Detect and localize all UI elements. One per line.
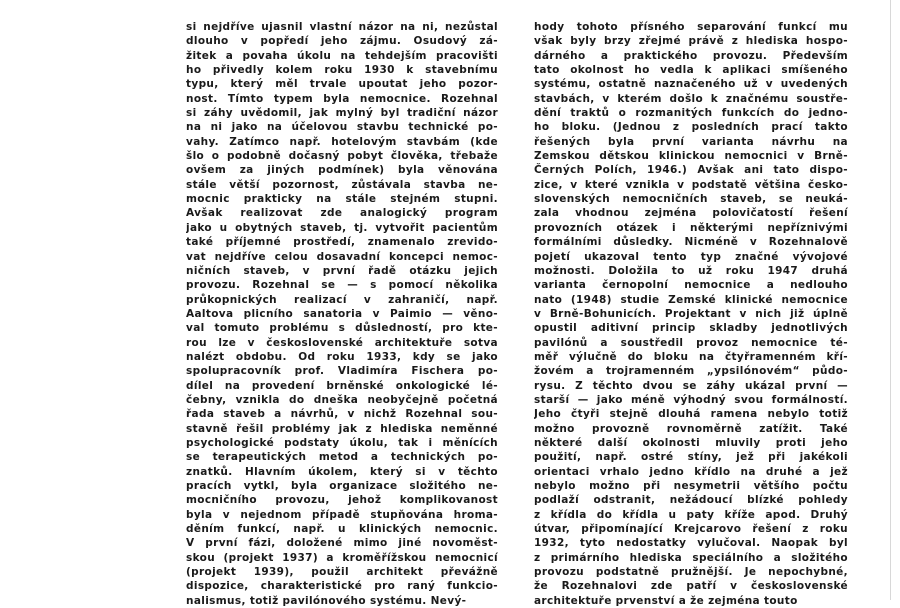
text-line: rou lze v československé architektuře sotva [186,336,498,349]
text-line: použití, např. ostré stíny, jež při jakékoli [534,451,848,464]
text-line: architektuře prvenství a že zejména touto [534,594,798,607]
text-line: systému, ostatně naznačeného už v uvedených [534,78,848,91]
text-line: 1932, tyto nedostatky vylučoval. Naopak byl [534,537,848,550]
text-line: zala vhodnou zejména polovičatostí řešení [534,207,848,220]
text-line: stavbách, v kterém došlo k značnému soustře- [534,92,848,105]
text-line: také příjemné prostředí, znamenalo zrevido- [186,236,498,249]
text-line: žitek a povaha úkolu na tehdejším pracovišti [186,49,498,62]
text-line: spolupracovník prof. Vladimíra Fischera po- [186,365,498,378]
text-line: ho bloku. (Jednou z posledních prací takto [534,121,848,134]
text-line: dárného a praktického provozu. Především [534,49,848,62]
text-line: vat nejdříve celou dosavadní koncepci nemoc- [186,250,498,263]
text-line: Zemskou dětskou klinickou nemocnici v Brně- [534,150,848,163]
text-line: dispozice, charakteristické pro raný funkcio- [186,580,498,593]
text-line: hody tohoto přísného separování funkcí mu [534,21,848,33]
text-line: typu, který měl trvale upoutat jeho pozor- [186,78,498,91]
text-line: byla v nejednom případě stupňována hromа- [186,508,498,521]
text-line: Avšak realizovat zde analogický program [186,207,498,220]
text-line: formálními důsledky. Nicméně v Rozehnalově [534,236,848,249]
text-line: dlouho v popředí jeho zájmu. Osudový zá- [186,35,498,48]
text-line: vahy. Zatímco např. hotelovým stavbám (kde [186,135,498,148]
text-line: řešených byla první varianta návrhu na [534,135,848,148]
text-line: se terapeutických metod a technických po- [186,451,498,464]
text-line: žovém a trojramenném „ypsilónovém“ půdo- [534,365,848,378]
text-line: děním funkcí, např. u klinických nemocnic. [186,523,498,536]
text-line: dílel na provedení brněnské onkologické lé- [186,379,498,392]
text-line: (projekt 1939), použil architekt převážně [186,566,498,579]
text-line: šlo o podobně dočasný pobyt člověka, třebaže [186,150,498,163]
text-line: z primárního hlediska speciálního a složitého [534,551,848,564]
text-line: dění traktů o rozmanitých funkcích do jedno- [534,107,848,120]
right-text-column [534,20,848,608]
text-line: provozu podstatně pružnější. Je nepochybné, [534,566,848,579]
text-line: provozních otázek i některými nepříznivými [534,221,848,234]
text-line: že Rozehnalovi zde patří v československé [534,580,848,593]
text-line: některé další okolnosti mluvily proti jeho [534,436,848,449]
page-edge-line [890,0,891,600]
text-line: zice, v které vznikla v podstatě většina česko- [534,178,848,191]
text-line: nebylo možno při nesymetrii většího počtu [534,480,848,492]
text-line: rysu. Z těchto dvou se záhy ukázal první — [534,379,848,392]
text-line: ovšem za jiných podmínek) byla věnována [186,164,498,177]
text-line: stavně řešil problémy jak z hlediska neměnné [186,422,498,435]
text-line: opustil aditivní princip skladby jednotlivých [534,322,848,335]
text-line: podlaží odstranit, nežádoucí blízké pohledy [534,494,848,507]
text-line: z křídla do křídla u paty kříže apod. Druhý [534,508,848,521]
text-line: na ni jako na účelovou stavbu technické po- [186,121,498,134]
left-text-column [186,20,498,608]
text-line: Jeho čtyři stejně dlouhá ramena nebylo totiž [534,408,848,421]
text-line: měř výlučně do bloku na čtyřramenném kří- [534,350,848,363]
text-line: skou (projekt 1937) a kroměřížskou nemocnicí [186,551,498,564]
text-line: pojetí ukazoval tento typ značné vývojové [534,250,848,263]
text-line: varianta černopolní nemocnice a nedlouho [534,279,848,292]
text-line: nost. Tímto typem byla nemocnice. Rozehnal [186,92,498,105]
text-line: v Brně-Bohunicích. Projektant v nich již úplně [534,307,848,320]
text-line: znatků. Hlavním úkolem, který si v těchto [186,465,498,478]
text-line: možno provozně rovnoměrně zatížit. Také [534,422,848,435]
text-line: útvar, připomínající Krejcarovo řešení z roku [534,523,848,536]
text-line: pracích vytkl, byla organizace složitého ne- [186,480,498,492]
text-line: řada staveb a návrhů, v nichž Rozehnal sou- [186,408,498,421]
text-line: ničních staveb, v první řadě otázku jejich [186,264,498,277]
text-line: starší — jako méně výhodný svou formálností. [534,393,848,406]
text-line: si nejdříve ujasnil vlastní názor na ni, nezůstal [186,21,498,33]
text-line: nato (1948) studie Zemské klinické nemocnice [534,293,848,306]
text-line: Aaltova plicního sanatoria v Paimio — věno- [186,307,498,320]
text-line: pavilónů a soustředil provoz nemocnice té- [534,336,848,349]
text-line: mocnic prakticky na stále stejném stupni. [186,193,498,206]
text-line: čebny, vznikla do dneška neobyčejně početná [186,393,498,406]
text-line: ho přivedly kolem roku 1930 k stavebnímu [186,64,498,77]
text-line: možnosti. Doložila to už roku 1947 druhá [534,264,848,277]
text-line: nalismus, totiž pavilónového systému. Nevý- [186,594,467,607]
text-line: stále větší pozornost, zůstávala stavba ne- [186,178,498,191]
text-line: val tomuto problému s důsledností, pro kte- [186,322,498,335]
text-line: však byly brzy zřejmé právě z hlediska hospo- [534,35,848,48]
text-line: provozu. Rozehnal se — s pomocí několika [186,279,498,292]
text-line: průkopnických realizací v zahraničí, např. [186,293,498,306]
text-line: mocničního provozu, jehož komplikovanost [186,494,498,507]
text-line: jako u obytných staveb, tj. vytvořit pacientům [186,221,498,234]
text-line: psychologické podstaty úkolu, tak i měnících [186,436,498,449]
text-line: slovenských nemocničních staveb, se neuká- [534,193,848,206]
text-line: V první fázi, doložené mimo jiné novoměst- [186,537,498,550]
text-line: tato okolnost ho vedla k aplikaci smíšeného [534,64,848,77]
text-line: nalézt obdobu. Od roku 1933, kdy se jako [186,350,498,363]
text-line: si záhy uvědomil, jak mylný byl tradiční názor [186,107,498,120]
text-line: orientaci vrhalo jedno křídlo na druhé a jež [534,465,848,478]
text-line: Černých Polích, 1946.) Avšak ani tato dispo- [534,164,848,177]
